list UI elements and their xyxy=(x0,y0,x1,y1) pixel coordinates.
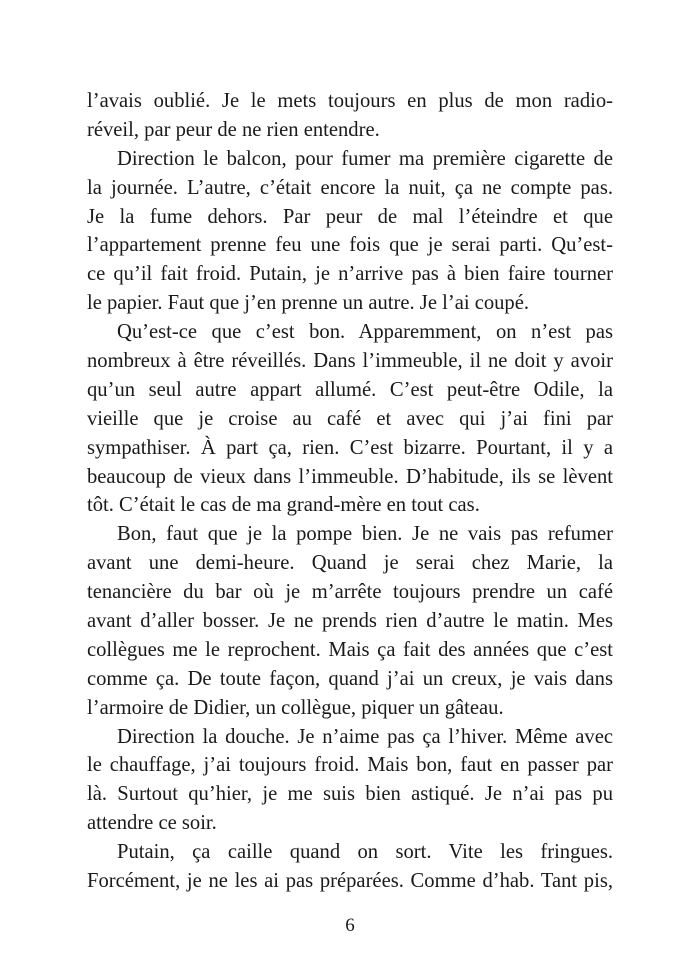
paragraph xyxy=(87,723,613,839)
text-line: nombreux à être réveillés. Dans l’immeuble, il ne doit y avoir xyxy=(87,350,613,373)
text-line: Forcément, je ne les ai pas préparées. Comme d’hab. Tant pis, xyxy=(87,870,613,893)
paragraph xyxy=(87,838,613,896)
text-line: avant d’aller bosser. Je ne prends rien d’autre le matin. Mes xyxy=(87,610,613,633)
text-line: l’appartement prenne feu une fois que je serai parti. Qu’est- xyxy=(87,234,613,257)
text-line: le chauffage, j’ai toujours froid. Mais bon, faut en passer par xyxy=(87,754,613,777)
paragraph xyxy=(87,145,613,318)
text-line: tôt. C’était le cas de ma grand-mère en tout cas. xyxy=(87,494,480,517)
text-line: l’armoire de Didier, un collègue, piquer un gâteau. xyxy=(87,696,504,719)
text-line: Qu’est-ce que c’est bon. Apparemment, on n’est pas xyxy=(117,321,613,344)
text-line: Bon, faut que je la pompe bien. Je ne vais pas refumer xyxy=(117,523,613,546)
text-line: sympathiser. À part ça, rien. C’est bizarre. Pourtant, il y a xyxy=(87,436,613,459)
text-line: comme ça. De toute façon, quand j’ai un creux, je vais dans xyxy=(87,667,613,690)
text-line: vieille que je croise au café et avec qui j’ai fini par xyxy=(87,407,613,430)
page-number: 6 xyxy=(345,915,355,936)
text-line: beaucoup de vieux dans l’immeuble. D’habitude, ils se lèvent xyxy=(87,465,613,488)
paragraph xyxy=(87,87,613,145)
paragraph xyxy=(87,318,613,520)
text-line: la journée. L’autre, c’était encore la nuit, ça ne compte pas. xyxy=(87,176,613,199)
text-line: ce qu’il fait froid. Putain, je n’arrive pas à bien faire tourner xyxy=(87,263,613,286)
paragraph xyxy=(87,520,613,722)
text-line: avant une demi-heure. Quand je serai chez Marie, la xyxy=(87,552,613,575)
text-line: Direction la douche. Je n’aime pas ça l’hiver. Même avec xyxy=(117,725,613,748)
text-line: Direction le balcon, pour fumer ma première cigarette de xyxy=(117,147,613,170)
text-line: attendre ce soir. xyxy=(87,812,217,835)
text-line: Putain, ça caille quand on sort. Vite les fringues. xyxy=(117,841,613,864)
text-line: qu’un seul autre appart allumé. C’est peut-être Odile, la xyxy=(87,378,613,401)
text-line: l’avais oublié. Je le mets toujours en plus de mon radio- xyxy=(87,90,613,112)
text-line: collègues me le reprochent. Mais ça fait des années que c’est xyxy=(87,638,613,661)
text-line: réveil, par peur de ne rien entendre. xyxy=(87,118,380,141)
text-line: tenancière du bar où je m’arrête toujours prendre un café xyxy=(87,581,613,604)
text-line: Je la fume dehors. Par peur de mal l’éteindre et que xyxy=(87,205,613,228)
body-text xyxy=(87,87,613,896)
text-line: là. Surtout qu’hier, je me suis bien astiqué. Je n’ai pas pu xyxy=(87,783,613,806)
text-line: le papier. Faut que j’en prenne un autre. Je l’ai coupé. xyxy=(87,292,530,315)
